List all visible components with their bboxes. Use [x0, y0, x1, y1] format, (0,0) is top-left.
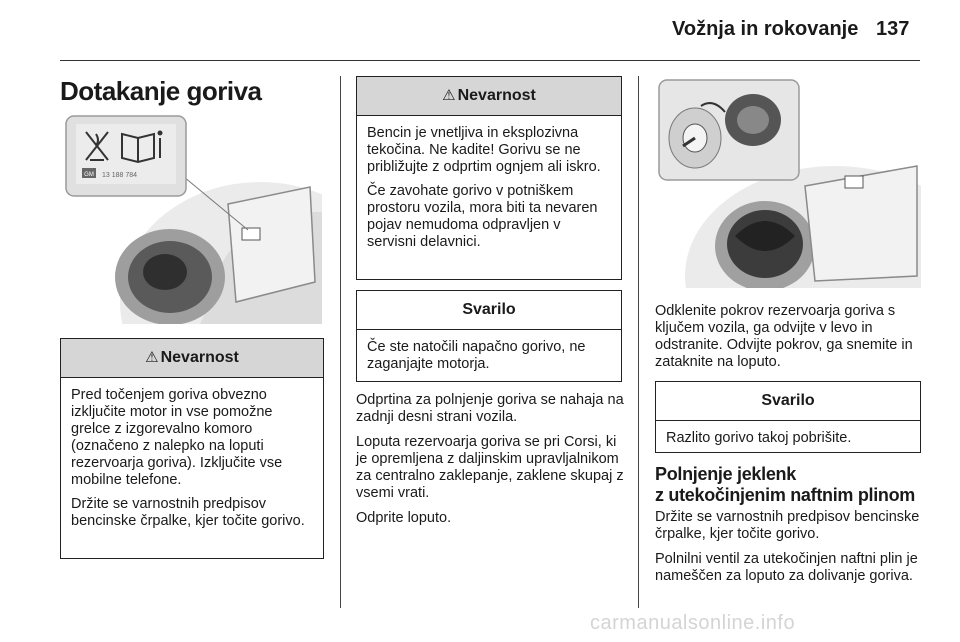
- column-divider: [638, 76, 639, 608]
- fuel-flap-label-illustration: [60, 112, 322, 324]
- danger-box: [356, 76, 622, 280]
- paragraph: Odprite loputo.: [356, 510, 452, 526]
- paragraph: Odklenite pokrov rezervoarja goriva s ključem vozila, ga odvijte v levo in odstranite. Odvijte pokrov, ga snemite in zataknite na loputo.: [655, 303, 913, 370]
- danger-text: Če zavohate gorivo v potniškem prostoru vozila, mora biti ta nevaren pojav nemudoma odpravljen v servisni delavnici.: [367, 183, 598, 250]
- watermark: carmanualsonline.info: [590, 612, 796, 634]
- danger-text: Držite se varnostnih predpisov bencinske črpalke, kjer točite gorivo.: [71, 496, 305, 529]
- danger-text: Pred točenjem goriva obvezno izključite motor in vse pomožne grelce z izgorevalno komoro (označeno z nalepko na loputi rezervoarja goriva). Izključite vse mobilne telefone.: [71, 387, 283, 488]
- caution-box: [655, 381, 921, 453]
- danger-box-title: ⚠ Nevarnost: [357, 77, 621, 116]
- figure-label-code: 13 188 784: [102, 172, 138, 179]
- paragraph: Loputa rezervoarja goriva se pri Corsi, ki je opremljena z daljinskim upravljalnikom za centralno zaklepanje, zaklene skupaj z vsemi vrati.: [356, 434, 624, 501]
- page-section-title: Vožnja in rokovanje: [672, 18, 859, 40]
- paragraph: Držite se varnostnih predpisov bencinske črpalke, kjer točite gorivo.: [655, 509, 920, 542]
- header-rule: [60, 60, 920, 61]
- fuel-cap-illustration: [655, 76, 921, 288]
- section-heading: Dotakanje goriva: [60, 76, 262, 106]
- caution-box-title: Svarilo: [357, 291, 621, 330]
- caution-box-title: Svarilo: [656, 382, 920, 421]
- danger-text: Bencin je vnetljiva in eksplozivna tekočina. Ne kadite! Gorivu se ne približujte z odprtim ognjem ali iskro.: [367, 125, 601, 175]
- caution-text: Če ste natočili napačno gorivo, ne zaganjajte motorja.: [367, 339, 586, 372]
- paragraph: Polnilni ventil za utekočinjen naftni plin je nameščen za loputo za dolivanje goriva.: [655, 551, 918, 584]
- caution-box: [356, 290, 622, 382]
- column-divider: [340, 76, 341, 608]
- figure-brand: GM: [84, 172, 94, 178]
- body-text: [655, 303, 923, 379]
- body-text: [655, 509, 923, 593]
- caution-text: Razlito gorivo takoj pobrišite.: [666, 430, 852, 446]
- danger-box-title: ⚠ Nevarnost: [61, 339, 323, 378]
- warning-icon: ⚠: [442, 87, 456, 104]
- warning-icon: ⚠: [145, 349, 159, 366]
- paragraph: Odprtina za polnjenje goriva se nahaja na zadnji desni strani vozila.: [356, 392, 624, 425]
- subheading: Polnjenje jeklenk z utekočinjenim naftnim plinom: [655, 464, 916, 505]
- danger-box: [60, 338, 324, 559]
- page-number: 137: [876, 18, 910, 40]
- body-text: [356, 392, 624, 535]
